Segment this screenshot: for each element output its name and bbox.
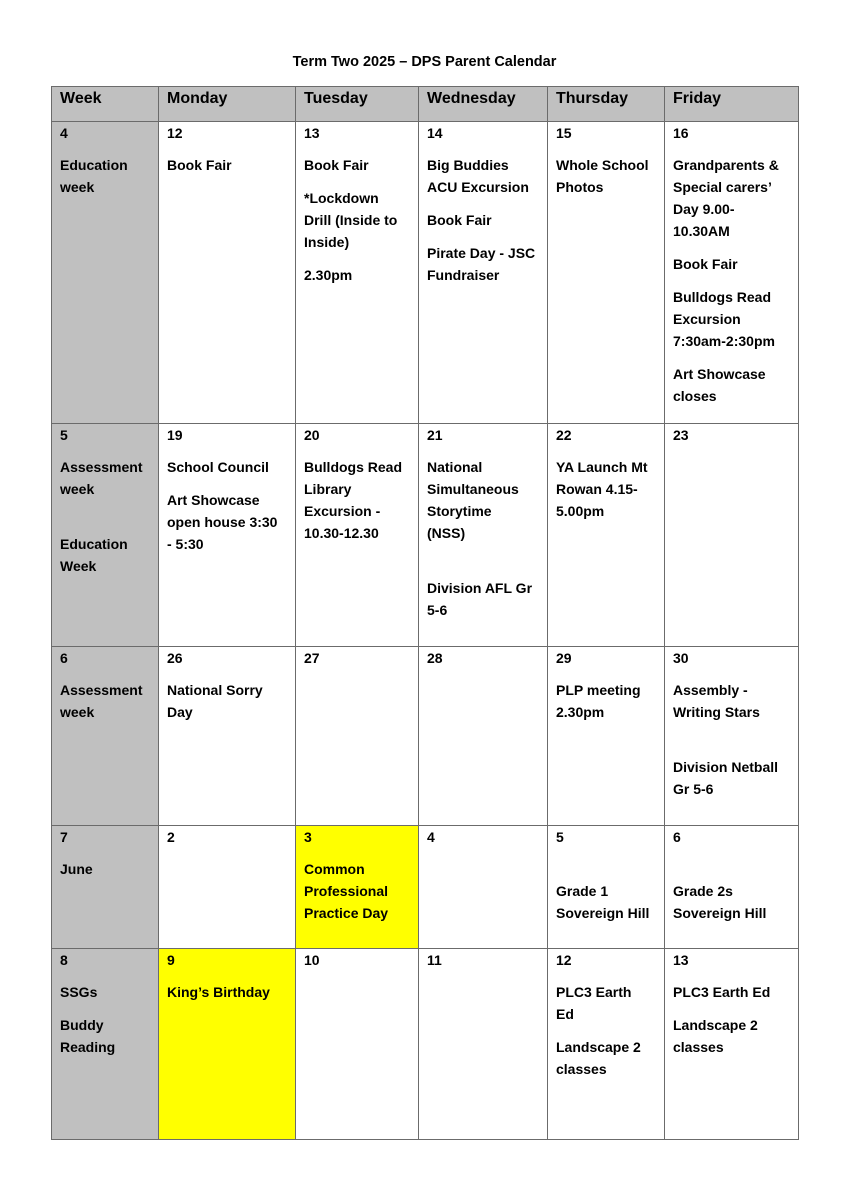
day-cell xyxy=(665,122,799,424)
event: Whole School Photos xyxy=(556,157,649,195)
day-cell xyxy=(159,826,296,949)
event: Big Buddies ACU Excursion xyxy=(427,157,529,195)
week-label: Buddy Reading xyxy=(60,1017,116,1055)
event: Division Netball Gr 5-6 xyxy=(673,759,779,797)
week-number: 4 xyxy=(60,125,68,141)
event: Book Fair xyxy=(673,256,738,272)
event: Division AFL Gr 5-6 xyxy=(427,580,533,618)
day-cell xyxy=(548,647,665,826)
date-number: 13 xyxy=(673,952,689,968)
week-row xyxy=(52,424,799,647)
date-number: 12 xyxy=(167,125,183,141)
event: Grade 2s Sovereign Hill xyxy=(673,883,767,921)
page-title: Term Two 2025 – DPS Parent Calendar xyxy=(292,54,557,70)
date-number: 14 xyxy=(427,125,443,141)
week-row xyxy=(52,826,799,949)
event: Book Fair xyxy=(304,157,369,173)
date-number: 12 xyxy=(556,952,572,968)
date-number: 21 xyxy=(427,427,443,443)
week-number: 6 xyxy=(60,650,68,666)
day-cell xyxy=(419,424,548,647)
date-number: 5 xyxy=(556,829,564,845)
event: Assembly - Writing Stars xyxy=(673,682,760,720)
week-cell xyxy=(52,949,159,1140)
day-cell xyxy=(419,122,548,424)
week-label: SSGs xyxy=(60,984,98,1000)
week-cell xyxy=(52,424,159,647)
week-cell xyxy=(52,122,159,424)
event: PLC3 Earth Ed xyxy=(673,984,771,1000)
date-number: 13 xyxy=(304,125,320,141)
header-friday: Friday xyxy=(665,87,799,122)
week-label: Education Week xyxy=(60,536,128,574)
event: Art Showcase open house 3:30 - 5:30 xyxy=(167,492,278,552)
event: Bulldogs Read Library Excursion - 10.30-12.30 xyxy=(304,459,403,541)
date-number: 30 xyxy=(673,650,689,666)
day-cell xyxy=(296,647,419,826)
date-number: 3 xyxy=(304,829,312,845)
header-thursday: Thursday xyxy=(548,87,665,122)
day-cell xyxy=(419,647,548,826)
header-monday: Monday xyxy=(159,87,296,122)
date-number: 10 xyxy=(304,952,320,968)
date-number: 19 xyxy=(167,427,183,443)
date-number: 11 xyxy=(427,952,442,968)
day-cell xyxy=(665,424,799,647)
date-number: 2 xyxy=(167,829,175,845)
week-row xyxy=(52,949,799,1140)
week-label: Education week xyxy=(60,157,128,195)
day-cell-highlighted xyxy=(159,949,296,1140)
date-number: 6 xyxy=(673,829,681,845)
date-number: 9 xyxy=(167,952,175,968)
event: YA Launch Mt Rowan 4.15- 5.00pm xyxy=(556,459,648,519)
week-number: 5 xyxy=(60,427,68,443)
day-cell xyxy=(159,122,296,424)
week-row xyxy=(52,647,799,826)
day-cell xyxy=(548,949,665,1140)
event: National Simultaneous Storytime (NSS) xyxy=(427,459,519,541)
day-cell xyxy=(419,949,548,1140)
day-cell xyxy=(665,826,799,949)
day-cell-highlighted xyxy=(296,826,419,949)
day-cell xyxy=(159,424,296,647)
day-cell xyxy=(419,826,548,949)
event: PLP meeting 2.30pm xyxy=(556,682,641,720)
event: Pirate Day - JSC Fundraiser xyxy=(427,245,536,283)
week-label: June xyxy=(60,861,93,877)
date-number: 29 xyxy=(556,650,572,666)
day-cell xyxy=(296,122,419,424)
header-week: Week xyxy=(52,87,159,122)
day-cell xyxy=(159,647,296,826)
event: Common Professional Practice Day xyxy=(304,861,389,921)
event: Grandparents & Special carers’ Day 9.00- 10.30AM xyxy=(673,157,779,239)
day-cell xyxy=(548,826,665,949)
day-cell xyxy=(548,424,665,647)
week-cell xyxy=(52,647,159,826)
event: Landscape 2 classes xyxy=(673,1017,758,1055)
day-cell xyxy=(548,122,665,424)
week-row xyxy=(52,122,799,424)
header-wednesday: Wednesday xyxy=(419,87,548,122)
event: Book Fair xyxy=(167,157,232,173)
date-number: 20 xyxy=(304,427,320,443)
event: *Lockdown Drill (Inside to Inside) xyxy=(304,190,398,250)
week-number: 8 xyxy=(60,952,68,968)
week-number: 7 xyxy=(60,829,68,845)
event: Book Fair xyxy=(427,212,492,228)
week-label: Assessment week xyxy=(60,682,143,720)
event: National Sorry Day xyxy=(167,682,263,720)
event: 2.30pm xyxy=(304,267,353,283)
day-cell xyxy=(665,647,799,826)
event: Art Showcase closes xyxy=(673,366,766,404)
event: King’s Birthday xyxy=(167,984,270,1000)
week-label: Assessment week xyxy=(60,459,143,497)
date-number: 26 xyxy=(167,650,183,666)
day-cell xyxy=(296,949,419,1140)
date-number: 28 xyxy=(427,650,443,666)
event: Bulldogs Read Excursion 7:30am-2:30pm xyxy=(673,289,775,349)
date-number: 16 xyxy=(673,125,689,141)
date-number: 22 xyxy=(556,427,572,443)
event: Grade 1 Sovereign Hill xyxy=(556,883,650,921)
event: School Council xyxy=(167,459,269,475)
week-cell xyxy=(52,826,159,949)
calendar-table xyxy=(51,86,799,1140)
day-cell xyxy=(296,424,419,647)
date-number: 4 xyxy=(427,829,435,845)
date-number: 15 xyxy=(556,125,572,141)
day-cell xyxy=(665,949,799,1140)
date-number: 23 xyxy=(673,427,689,443)
event: PLC3 Earth Ed xyxy=(556,984,632,1022)
header-row xyxy=(52,87,799,122)
date-number: 27 xyxy=(304,650,320,666)
header-tuesday: Tuesday xyxy=(296,87,419,122)
event: Landscape 2 classes xyxy=(556,1039,641,1077)
